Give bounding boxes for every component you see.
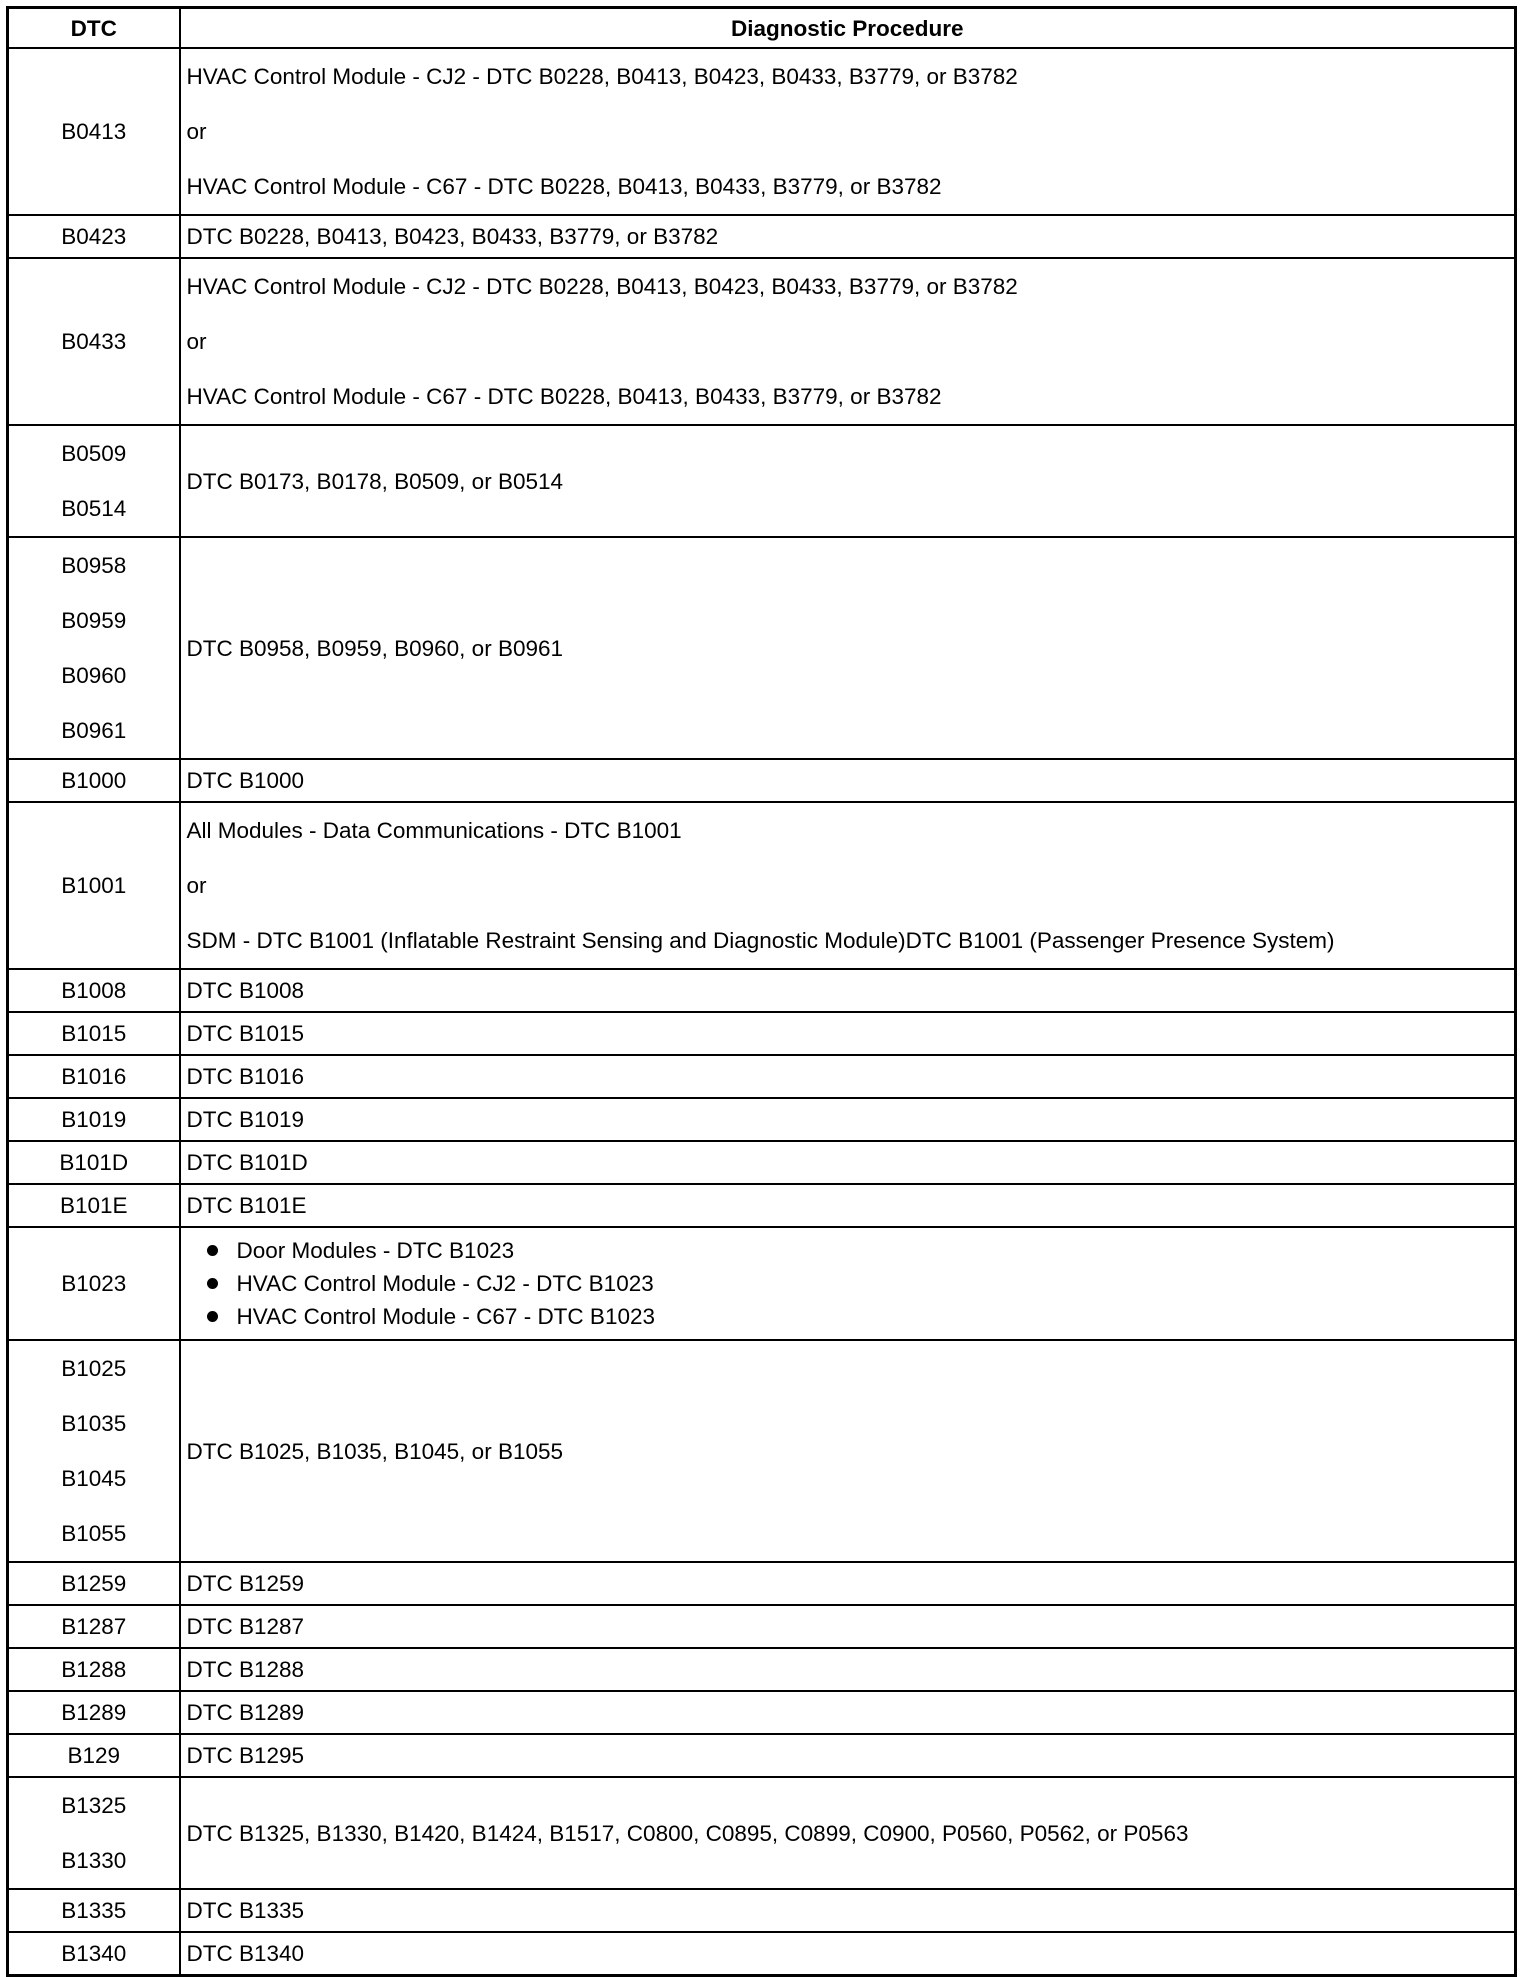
table-row — [8, 1184, 1516, 1227]
procedure-link[interactable]: DTC B1295 — [186, 1743, 305, 1768]
procedure-cell — [180, 258, 1516, 425]
procedure-link[interactable]: DTC B1288 — [186, 1657, 305, 1682]
dtc-code: B1019 — [61, 1107, 127, 1132]
procedure-cell — [180, 1098, 1516, 1141]
table-row — [8, 1889, 1516, 1932]
dtc-cell — [8, 1227, 180, 1340]
dtc-code: B0514 — [61, 496, 127, 521]
or-separator: or — [186, 329, 207, 354]
dtc-cell — [8, 258, 180, 425]
table-row — [8, 1777, 1516, 1889]
table-row — [8, 1734, 1516, 1777]
dtc-cell — [8, 1932, 180, 1976]
procedure-cell — [180, 1932, 1516, 1976]
table-row — [8, 1691, 1516, 1734]
dtc-code: B1016 — [61, 1064, 127, 1089]
procedure-link[interactable]: DTC B1015 — [186, 1021, 305, 1046]
table-row — [8, 759, 1516, 802]
procedure-cell — [180, 1184, 1516, 1227]
dtc-code: B1340 — [61, 1941, 127, 1966]
dtc-code: B1325 — [61, 1793, 127, 1818]
procedure-link[interactable]: HVAC Control Module - C67 - DTC B1023 — [236, 1304, 655, 1329]
dtc-cell — [8, 1184, 180, 1227]
bullet-icon — [207, 1245, 218, 1256]
table-row — [8, 1932, 1516, 1976]
table-header-row — [8, 8, 1516, 49]
procedure-cell — [180, 1055, 1516, 1098]
procedure-link[interactable]: DTC B1340 — [186, 1941, 305, 1966]
dtc-cell — [8, 759, 180, 802]
dtc-code: B101E — [59, 1193, 128, 1218]
procedure-link[interactable]: HVAC Control Module - CJ2 - DTC B0228, B0413, B0423, B0433, B3779, or B3782 — [186, 274, 1018, 299]
table-row — [8, 1605, 1516, 1648]
list-item — [207, 1300, 1515, 1333]
dtc-code: B1289 — [61, 1700, 127, 1725]
procedure-link[interactable]: DTC B1016 — [186, 1064, 305, 1089]
dtc-code: B1335 — [61, 1898, 127, 1923]
table-row — [8, 215, 1516, 258]
dtc-code: B0961 — [61, 718, 127, 743]
procedure-cell — [180, 1889, 1516, 1932]
table-row — [8, 1012, 1516, 1055]
dtc-cell — [8, 1340, 180, 1562]
dtc-code: B0413 — [61, 119, 127, 144]
procedure-link[interactable]: DTC B1019 — [186, 1107, 305, 1132]
dtc-cell — [8, 1562, 180, 1605]
table-body — [8, 48, 1516, 1976]
header-dtc: DTC — [8, 8, 180, 49]
list-item — [207, 1267, 1515, 1300]
procedure-cell — [180, 1227, 1516, 1340]
dtc-cell — [8, 48, 180, 215]
procedure-link[interactable]: Door Modules - DTC B1023 — [236, 1238, 515, 1263]
procedure-link[interactable]: DTC B1289 — [186, 1700, 305, 1725]
dtc-cell — [8, 215, 180, 258]
table-row — [8, 1227, 1516, 1340]
table-row — [8, 537, 1516, 759]
dtc-code: B129 — [67, 1743, 121, 1768]
dtc-cell — [8, 1734, 180, 1777]
procedure-link[interactable]: HVAC Control Module - C67 - DTC B0228, B0413, B0433, B3779, or B3782 — [186, 384, 942, 409]
dtc-cell — [8, 1777, 180, 1889]
dtc-cell — [8, 1141, 180, 1184]
procedure-cell — [180, 1562, 1516, 1605]
dtc-code: B0433 — [61, 329, 127, 354]
dtc-cell — [8, 1012, 180, 1055]
procedure-cell — [180, 802, 1516, 969]
table-row — [8, 258, 1516, 425]
dtc-code: B1045 — [61, 1466, 127, 1491]
procedure-cell — [180, 759, 1516, 802]
procedure-link[interactable]: DTC B1000 — [186, 768, 305, 793]
procedure-link[interactable]: DTC B1259 — [186, 1571, 305, 1596]
procedure-cell — [180, 215, 1516, 258]
procedure-link[interactable]: HVAC Control Module - C67 - DTC B0228, B0413, B0433, B3779, or B3782 — [186, 174, 942, 199]
dtc-cell — [8, 537, 180, 759]
dtc-code: B101D — [59, 1150, 129, 1175]
procedure-link[interactable]: DTC B1325, B1330, B1420, B1424, B1517, C0800, C0895, C0899, C0900, P0560, P0562, or P0563 — [186, 1820, 1189, 1846]
procedure-cell — [180, 969, 1516, 1012]
or-separator: or — [186, 119, 207, 144]
procedure-link[interactable]: DTC B1025, B1035, B1045, or B1055 — [186, 1438, 564, 1464]
table-row — [8, 1648, 1516, 1691]
dtc-code: B1287 — [61, 1614, 127, 1639]
dtc-code: B1035 — [61, 1411, 127, 1436]
dtc-code: B1000 — [61, 768, 127, 793]
procedure-cell — [180, 1605, 1516, 1648]
table-row — [8, 425, 1516, 537]
dtc-cell — [8, 969, 180, 1012]
procedure-cell — [180, 1691, 1516, 1734]
table-row — [8, 1562, 1516, 1605]
bullet-icon — [207, 1278, 218, 1289]
dtc-code: B0509 — [61, 441, 127, 466]
dtc-table — [6, 6, 1517, 1977]
procedure-cell — [180, 1777, 1516, 1889]
procedure-link[interactable]: DTC B0958, B0959, B0960, or B0961 — [186, 635, 564, 661]
dtc-cell — [8, 1098, 180, 1141]
dtc-code: B1330 — [61, 1848, 127, 1873]
procedure-link[interactable]: HVAC Control Module - CJ2 - DTC B1023 — [236, 1271, 654, 1296]
procedure-bullet-list — [187, 1228, 1515, 1339]
dtc-cell — [8, 1648, 180, 1691]
procedure-cell — [180, 1012, 1516, 1055]
procedure-link[interactable]: DTC B101E — [186, 1193, 307, 1218]
procedure-link[interactable]: HVAC Control Module - CJ2 - DTC B0228, B0413, B0423, B0433, B3779, or B3782 — [186, 64, 1018, 89]
dtc-cell — [8, 1605, 180, 1648]
dtc-code: B1023 — [61, 1271, 127, 1296]
procedure-cell — [180, 48, 1516, 215]
dtc-cell — [8, 1055, 180, 1098]
procedure-cell — [180, 537, 1516, 759]
header-diagnostic-procedure: Diagnostic Procedure — [180, 8, 1516, 49]
dtc-code: B0960 — [61, 663, 127, 688]
table-row — [8, 1141, 1516, 1184]
procedure-link[interactable]: DTC B101D — [186, 1150, 308, 1175]
procedure-link[interactable]: DTC B1335 — [186, 1898, 305, 1923]
table-row — [8, 1340, 1516, 1562]
dtc-cell — [8, 425, 180, 537]
dtc-code: B0423 — [61, 224, 127, 249]
dtc-code: B0958 — [61, 553, 127, 578]
list-item — [207, 1234, 1515, 1267]
procedure-link[interactable]: DTC B1008 — [186, 978, 305, 1003]
dtc-code: B1055 — [61, 1521, 127, 1546]
procedure-cell — [180, 1141, 1516, 1184]
dtc-code: B1008 — [61, 978, 127, 1003]
table-row — [8, 1098, 1516, 1141]
procedure-cell — [180, 1734, 1516, 1777]
procedure-link[interactable]: DTC B1287 — [186, 1614, 305, 1639]
procedure-link[interactable]: DTC B0173, B0178, B0509, or B0514 — [186, 468, 564, 494]
dtc-code: B1259 — [61, 1571, 127, 1596]
procedure-link[interactable]: All Modules - Data Communications - DTC B1001 — [186, 818, 682, 843]
dtc-table-container — [6, 6, 1514, 1977]
dtc-code: B1288 — [61, 1657, 127, 1682]
dtc-cell — [8, 1889, 180, 1932]
table-row — [8, 969, 1516, 1012]
procedure-cell — [180, 1648, 1516, 1691]
procedure-cell — [180, 1340, 1516, 1562]
table-row — [8, 802, 1516, 969]
dtc-code: B1025 — [61, 1356, 127, 1381]
dtc-cell — [8, 1691, 180, 1734]
table-row — [8, 1055, 1516, 1098]
bullet-icon — [207, 1311, 218, 1322]
dtc-code: B0959 — [61, 608, 127, 633]
or-separator: or — [186, 873, 207, 898]
table-row — [8, 48, 1516, 215]
procedure-link[interactable]: DTC B0228, B0413, B0423, B0433, B3779, or B3782 — [186, 224, 719, 249]
procedure-cell — [180, 425, 1516, 537]
dtc-code: B1015 — [61, 1021, 127, 1046]
dtc-code: B1001 — [61, 873, 127, 898]
procedure-link[interactable]: SDM - DTC B1001 (Inflatable Restraint Sensing and Diagnostic Module)DTC B1001 (Passenger Presence System) — [186, 928, 1335, 953]
dtc-cell — [8, 802, 180, 969]
